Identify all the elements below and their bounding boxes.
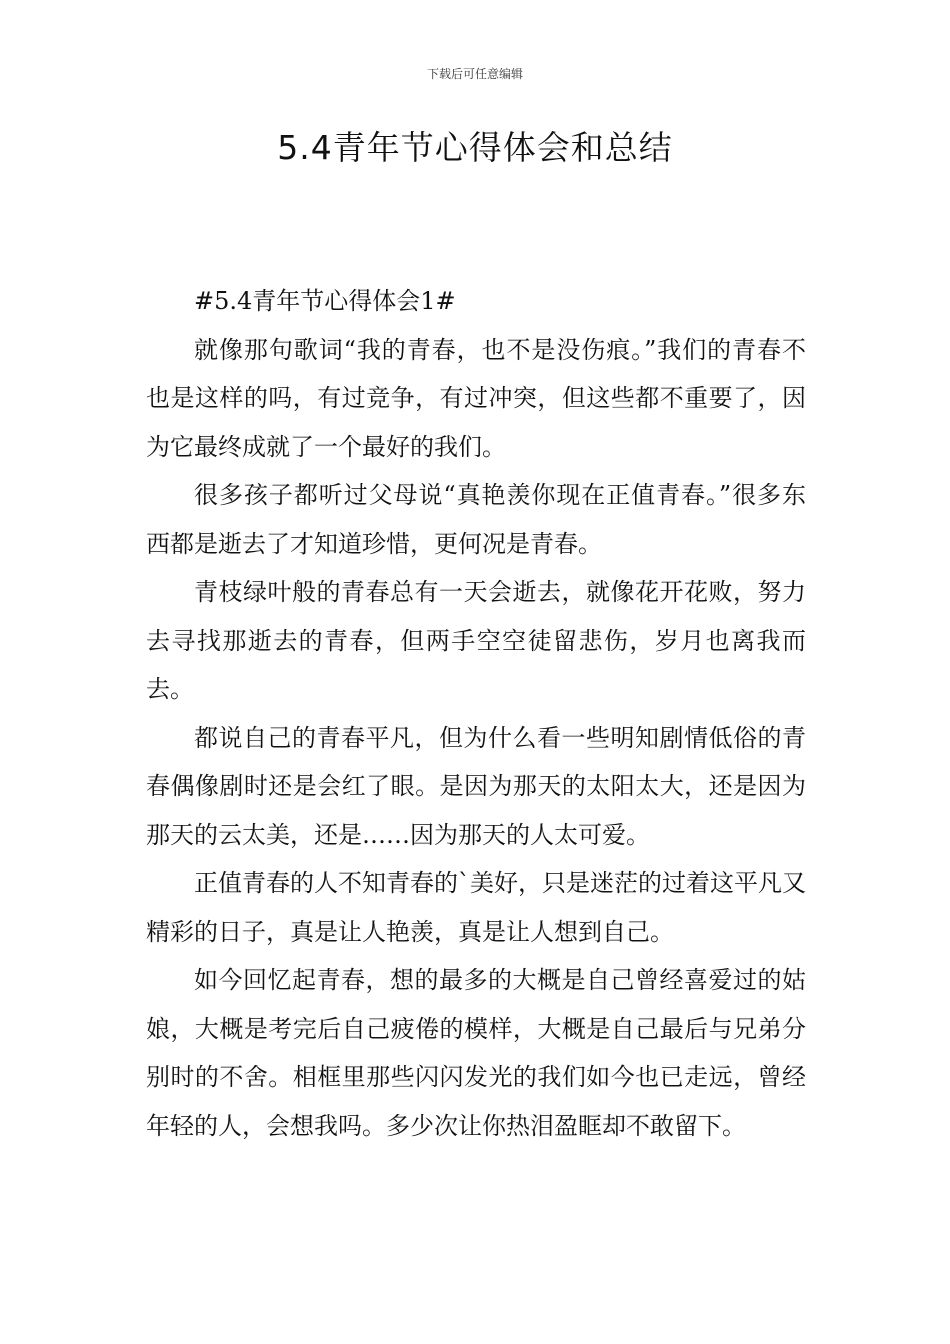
paragraph: 正值青春的人不知青春的`美好，只是迷茫的过着这平凡又精彩的日子，真是让人艳羡，真是让人想到自己。 — [146, 869, 806, 946]
section-heading: #5.4青年节心得体会1# — [194, 287, 456, 315]
document-title: 5.4青年节心得体会和总结 — [277, 128, 673, 167]
paragraph: 都说自己的青春平凡，但为什么看一些明知剧情低俗的青春偶像剧时还是会红了眼。是因为那天的太阳太大，还是因为那天的云太美，还是……因为那天的人太可爱。 — [146, 723, 806, 849]
paragraph: 就像那句歌词“我的青春，也不是没伤痕。”我们的青春不也是这样的吗，有过竞争，有过冲突，但这些都不重要了，因为它最终成就了一个最好的我们。 — [146, 335, 806, 461]
paragraph: 如今回忆起青春，想的最多的大概是自己曾经喜爱过的姑娘，大概是考完后自己疲倦的模样，大概是自己最后与兄弟分别时的不舍。相框里那些闪闪发光的我们如今也已走远，曾经年轻的人，会想我吗。多少次让你热泪盈眶却不敢留下。 — [146, 966, 806, 1140]
document-body — [146, 277, 806, 1150]
paragraph: 青枝绿叶般的青春总有一天会逝去，就像花开花败，努力去寻找那逝去的青春，但两手空空徒留悲伤，岁月也离我而去。 — [146, 578, 806, 703]
paragraph: 很多孩子都听过父母说“真艳羡你现在正值青春。”很多东西都是逝去了才知道珍惜，更何况是青春。 — [146, 481, 806, 558]
header-note: 下载后可任意编辑 — [426, 67, 523, 81]
